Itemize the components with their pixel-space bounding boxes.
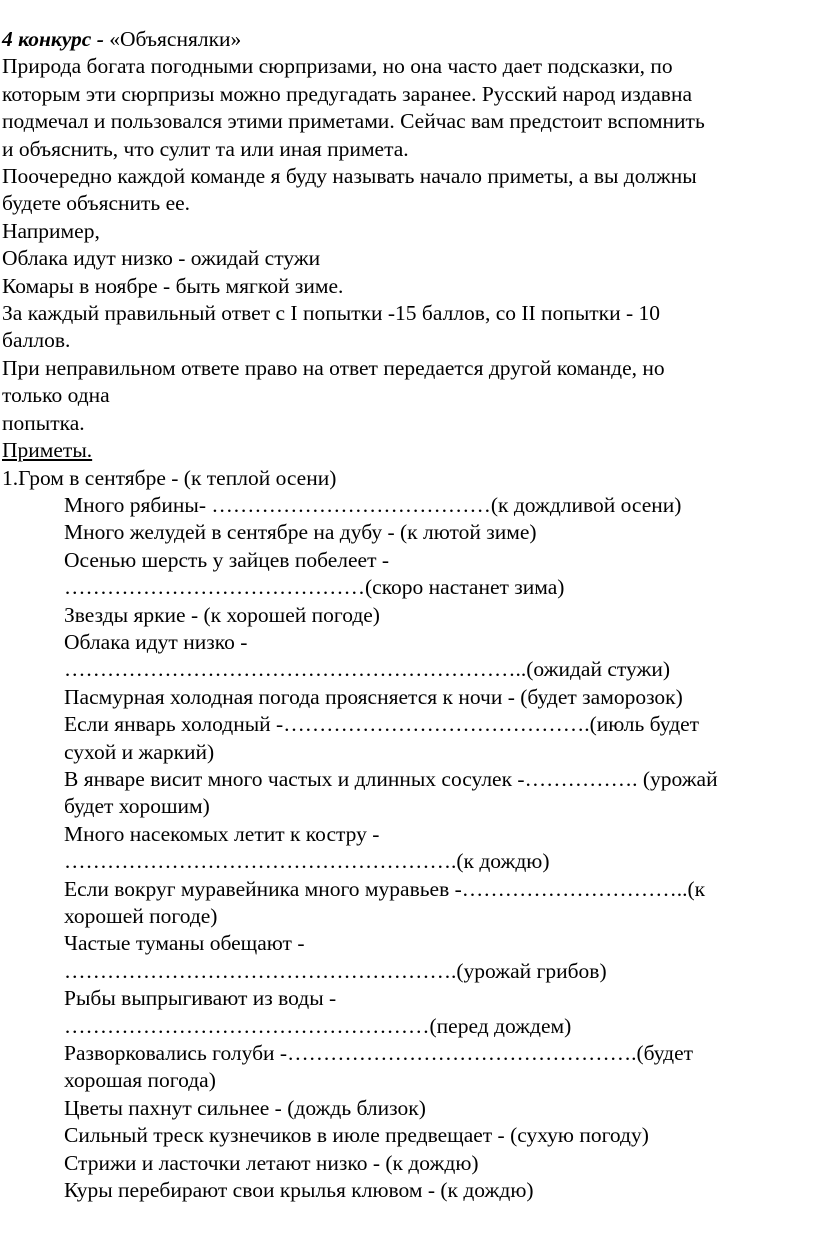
sign-line: ………………………………………………………..(ожидай стужи) [64,657,670,682]
sign-line: Куры перебирают свои крылья клювом - (к дождю) [64,1178,534,1203]
signs-heading-text: Приметы. [2,438,93,463]
intro-line: Поочередно каждой команде я буду называть начало приметы, а вы должны [2,164,697,189]
sign-line: Если вокруг муравейника много муравьев -…………………………..(к [64,876,706,901]
sign-line: Рыбы выпрыгивают из воды - [64,986,337,1011]
heading-number: 4 конкурс - [2,27,104,51]
sign-line: Стрижи и ласточки летают низко - (к дождю) [64,1150,479,1175]
intro-text [0,53,812,437]
intro-line: будете объяснить ее. [2,191,191,216]
rules-line: только одна [2,383,110,408]
sign-line: Звезды яркие - (к хорошей погоде) [64,602,380,627]
sign-line: Облака идут низко - [64,629,248,654]
scoring-line: баллов. [2,328,71,353]
sign-line: ……………………………………………….(урожай грибов) [64,958,607,983]
signs-list [0,492,812,1205]
sign-line: ……………………………………(скоро настанет зима) [64,575,565,600]
intro-line: Например, [2,218,100,243]
sign-line: Много насекомых летит к костру - [64,821,380,846]
heading-title: «Объяснялки» [103,27,242,51]
sign-line: хорошей погоде) [64,904,218,928]
document-page [0,26,812,1204]
sign-line: В январе висит много частых и длинных сосулек -……………. (урожай [64,766,718,791]
sign-line: будет хорошим) [64,794,210,819]
contest-heading [0,26,812,53]
intro-line: подмечал и пользовался этими приметами. Сейчас вам предстоит вспомнить [2,109,705,134]
sign-line: Цветы пахнут сильнее - (дождь близок) [64,1095,426,1120]
intro-line: Природа богата погодными сюрпризами, но она часто дает подсказки, по [2,54,673,79]
sign-line: Пасмурная холодная погода проясняется к ночи - (будет заморозок) [64,684,683,709]
intro-line: которым эти сюрпризы можно предугадать заранее. Русский народ издавна [2,81,692,106]
sign-line: Сильный треск кузнечиков в июле предвещает - (сухую погоду) [64,1123,649,1148]
example-line: Облака идут низко - ожидай стужи [2,246,321,271]
first-sign: 1.Гром в сентябре - (к теплой осени) [2,465,337,490]
sign-line: Осенью шерсть у зайцев побелеет - [64,547,390,572]
sign-line: ……………………………………………(перед дождем) [64,1013,572,1038]
sign-line: Разворковались голуби -………………………………………….(будет [64,1041,694,1066]
sign-line: Частые туманы обещают - [64,931,305,956]
sign-line: ……………………………………………….(к дождю) [64,849,550,874]
sign-line: хорошая погода) [64,1068,216,1093]
sign-line: сухой и жаркий) [64,739,215,764]
signs-heading [0,437,812,464]
intro-line: и объяснить, что сулит та или иная примета. [2,136,409,161]
rules-line: При неправильном ответе право на ответ передается другой команде, но [2,355,665,380]
sign-line: Если январь холодный -…………………………………….(июль будет [64,712,700,737]
example-line: Комары в ноябре - быть мягкой зиме. [2,273,344,298]
scoring-line: За каждый правильный ответ с I попытки -15 баллов, со II попытки - 10 [2,301,661,326]
rules-line: попытка. [2,410,85,435]
sign-line: Много желудей в сентябре на дубу - (к лютой зиме) [64,520,537,545]
sign-line: Много рябины- …………………………………(к дождливой осени) [64,492,682,517]
